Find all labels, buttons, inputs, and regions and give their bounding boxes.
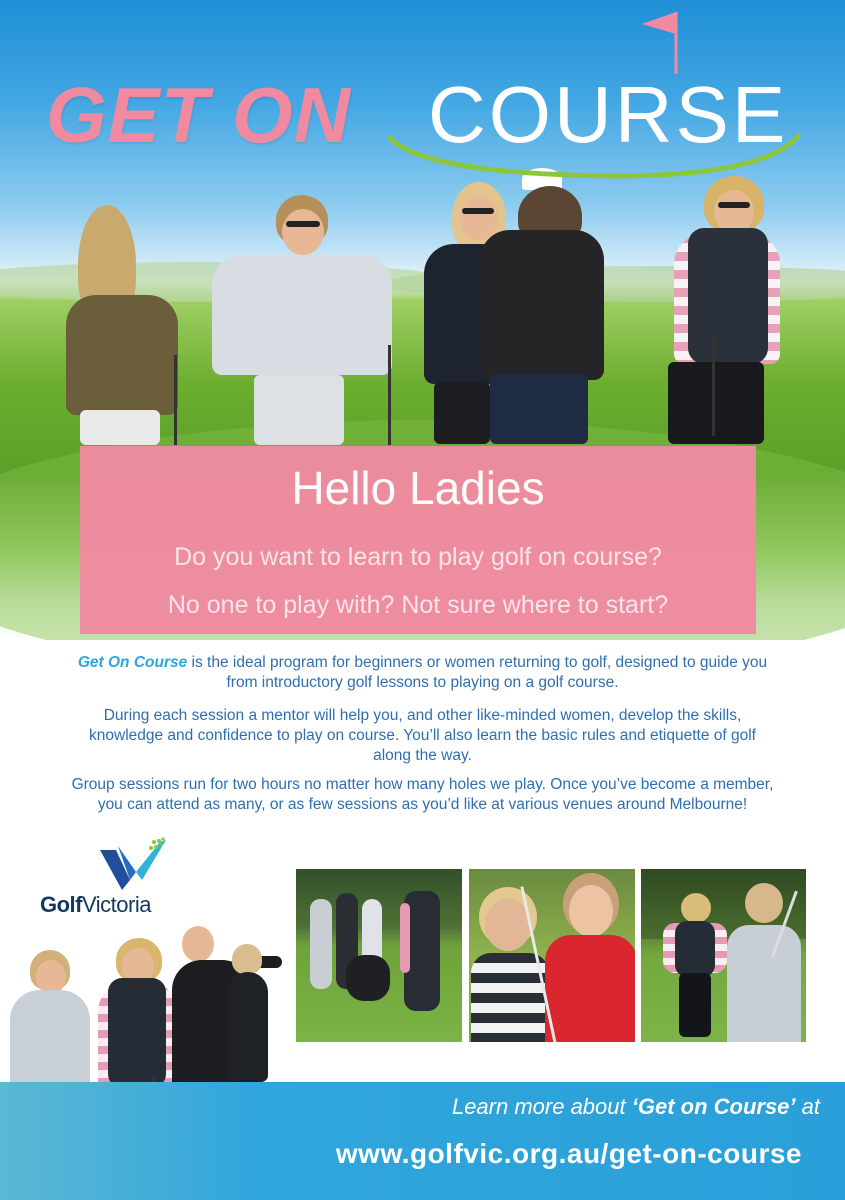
golf-victoria-logo-text: GolfVictoria <box>40 892 151 917</box>
golfer-figure <box>66 205 196 445</box>
photo-group-on-green <box>296 869 462 1042</box>
banner-heading: Hello Ladies <box>291 462 545 514</box>
golf-flag-icon <box>636 10 686 74</box>
green-swoosh <box>384 118 804 188</box>
photo-golfers-with-club <box>641 869 806 1042</box>
golf-victoria-logo-icon <box>96 836 168 894</box>
website-link[interactable]: www.golfvic.org.au/get-on-course <box>335 1138 802 1169</box>
banner-question-1: Do you want to learn to play golf on course? <box>174 543 662 571</box>
photo-smiling-golfers <box>469 869 635 1042</box>
group-sessions-paragraph: Group sessions run for two hours no matter how many holes we play. Once you’ve become a member, you can attend as many, or as few sessions as you’d like at various venues around Melbourne! <box>71 776 774 813</box>
session-paragraph: During each session a mentor will help you, and other like-minded women, develop the skills, knowledge and confidence to play on course. You’ll also learn the basic rules and etiquette of golf along the way. <box>89 707 756 764</box>
golfer-figure <box>202 195 402 445</box>
learn-more-text: Learn more about ‘Get on Course’ at <box>451 1094 820 1119</box>
banner-question-2: No one to play with? Not sure where to start? <box>167 591 669 619</box>
golfer-figure <box>668 176 780 444</box>
intro-paragraph <box>70 653 775 693</box>
intro-text: is the ideal program for beginners or women returning to golf, designed to guide you from introductory golf lessons to playing on a golf course. <box>187 654 768 691</box>
title-get-on: GET ON <box>46 71 352 159</box>
golfer-figure <box>470 168 610 444</box>
program-name: Get On Course <box>77 654 188 671</box>
title-course: COURSE <box>428 70 789 159</box>
